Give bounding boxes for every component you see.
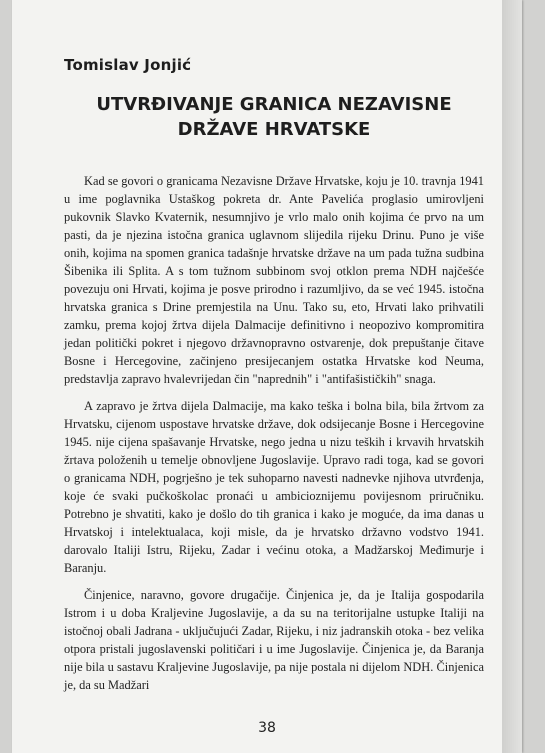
body-text [64, 172, 484, 703]
author-name: Tomislav Jonjić [64, 56, 192, 74]
chapter-title-line-1: UTVRĐIVANJE GRANICA NEZAVISNE [96, 94, 452, 115]
book-page [12, 0, 522, 753]
chapter-title-line-2: DRŽAVE HRVATSKE [177, 119, 371, 140]
paragraph: Činjenice, naravno, govore drugačije. Činjenica je, da je Italija gospodarila Istrom i u doba Kraljevine Jugoslavije, a da su na teritorijalne ustupke Italiji na istočnoj obali Jadrana - uključujući Zadar, Rijeku, i niz jadranskih otoka - bez velika otpora pristali jugoslavenski političari i u ime Jugoslavije. Činjenica je, da Baranja nije bila u sastavu Kraljevine Jugoslavije, pa nije postala ni dijelom NDH. Činjenica je, da su Madžari [64, 588, 484, 692]
page-number: 38 [258, 720, 276, 736]
chapter-title [64, 92, 484, 142]
paragraph: A zapravo je žrtva dijela Dalmacije, ma kako teška i bolna bila, bila žrtvom za Hrvatsku, cijenom uspostave hrvatske države, dok odsijecanje Bosne i Hercegovine 1945. nije cijena spašavanje Hrvatske, nego jedna u nizu teških i krvavih hrvatskih žrtava položenih u temelje obnovljene Jugoslavije. Upravo radi toga, kad se govori o granicama NDH, pogrješno je tek suhoparno navesti nadnevke njihova utvrđenja, koje će svaki pučkoškolac pronaći u ambicioznijemu povijesnom priručniku. Potrebno je shvatiti, kako je došlo do tih granica i kako je moguće, da ima danas u Hrvatskoj i intelektualaca, koji misle, da je hrvatsko državno vodstvo 1941. darovalo Italiji Istru, Rijeku, Zadar i većinu otoka, a Madžarskoj Međimurje i Baranju. [64, 399, 484, 575]
page-edge [502, 0, 522, 753]
paragraph: Kad se govori o granicama Nezavisne Države Hrvatske, koju je 10. travnja 1941 u ime poglavnika Ustaškog pokreta dr. Ante Pavelića proglasio umirovljeni pukovnik Slavko Kvaternik, nesumnjivo je vrlo malo onih kojima će prvo na um pasti, da je njezina istočna granica uglavnom slijedila rijeku Drinu. Puno je više onih, kojima na spomen granica tadašnje hrvatske države na um pada tužna sudbina Šibenika ili Splita. A s tom tužnom subbinom svoj otklon prema NDH najčešće povezuju oni Hrvati, kojima je posve prirodno i razumljivo, da se već 1945. istočna hrvatska granica s Drine premjestila na Unu. Tako su, eto, Hrvati lako prihvatili zamku, prema kojoj žrtva dijela Dalmacije definitivno i neopozivo kompromitira jedan politički pokret i njegovo državnopravno ostvarenje, dok prepuštanje čitave Bosne i Hercegovine, začinjeno presijecanjem ostatka Hrvatske kod Neuma, predstavlja zapravo hvalevrijedan čin "naprednih" i "antifašističkih" snaga. [64, 174, 484, 386]
